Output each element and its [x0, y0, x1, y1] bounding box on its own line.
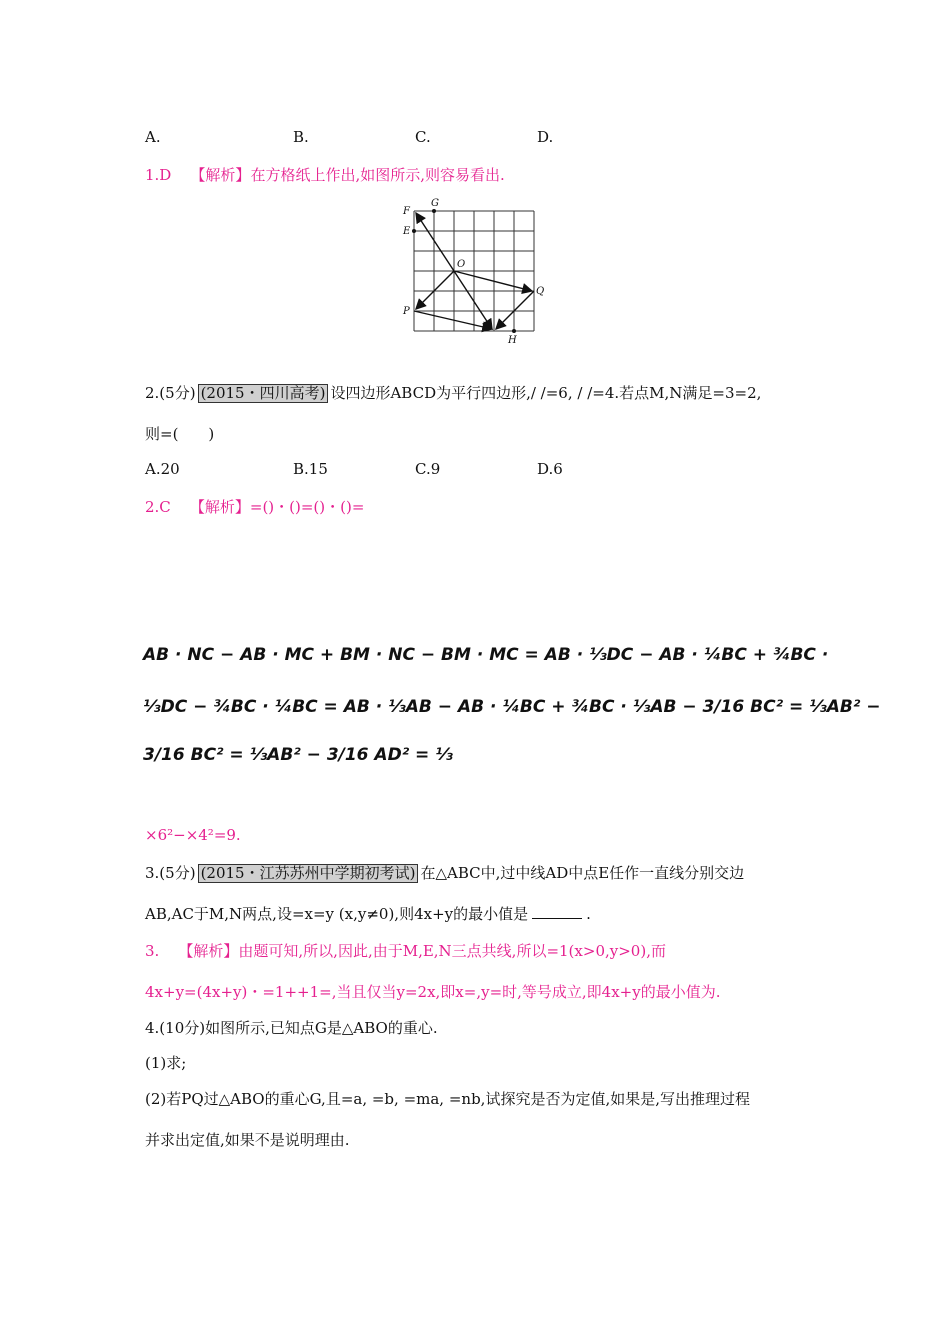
option-b: B.: [293, 128, 309, 146]
q3-text: 在△ABC中,过中线AD中点E任作一直线分别交边: [420, 864, 745, 882]
q1-analysis-text: 在方格纸上作出,如图所示,则容易看出.: [250, 166, 505, 184]
q3-answer: 3.: [145, 942, 160, 960]
q2-option-c: C.9: [415, 460, 441, 478]
q2-text: 设四边形ABCD为平行四边形,/ /=6, / /=4.若点M,N满足=3=2,: [330, 384, 762, 402]
q4-part-2: (2)若PQ过△ABO的重心G,且=a, =b, =ma, =nb,试探究是否为定值,如果是,写出推理过程: [145, 1090, 750, 1108]
label-o: O: [457, 259, 466, 270]
q3-analysis-label: 【解析】: [178, 942, 239, 960]
q3-stem: [145, 862, 744, 883]
q3-source-tag: (2015・江苏苏州中学期初考试): [198, 864, 419, 883]
vector-grid-figure: [398, 196, 558, 346]
label-p: P: [403, 306, 410, 317]
q2-answer: 2.C: [145, 498, 171, 516]
vector-ph: [414, 311, 492, 329]
q4-part-1: (1)求;: [145, 1054, 187, 1072]
q2-option-b: B.15: [293, 460, 328, 478]
options-row-1: [145, 128, 645, 148]
option-c: C.: [415, 128, 431, 146]
point-h: [512, 329, 516, 333]
q3-text-2-end: .: [586, 905, 591, 923]
label-q: Q: [536, 286, 545, 297]
point-e: [412, 229, 416, 233]
q3-analysis-text: 由题可知,所以,因此,由于M,E,N三点共线,所以=1(x>0,y>0),而: [238, 942, 666, 960]
q2-option-a: A.20: [145, 460, 180, 478]
q2-stem: [145, 382, 761, 403]
label-h: H: [508, 335, 517, 346]
option-a: A.: [145, 128, 161, 146]
math-line-2: ⅓DC − ¾BC · ¼BC = AB · ⅓AB − AB · ¼BC + ¾BC · ⅓AB − 3/16 BC² = ⅓AB² −: [143, 697, 881, 717]
q1-analysis: [145, 164, 505, 185]
q3-text-2: AB,AC于M,N两点,设=x=y (x,y≠0),则4x+y的最小值是: [145, 905, 529, 923]
q3-number: 3.(5分): [145, 864, 196, 882]
q4-stem: [145, 1017, 438, 1038]
q3-analysis: [145, 940, 666, 961]
q2-analysis-text: =()・()=()・()=: [249, 498, 365, 516]
label-e: E: [403, 226, 411, 237]
q3-stem-2: [145, 903, 591, 924]
label-f: F: [403, 206, 410, 217]
q3-answer-blank[interactable]: [532, 906, 582, 919]
label-g: G: [431, 198, 439, 209]
option-d: D.: [537, 128, 554, 146]
q2-number: 2.(5分): [145, 384, 196, 402]
grid-lines: [414, 211, 534, 331]
q2-option-d: D.6: [537, 460, 563, 478]
q1-answer: 1.D: [145, 166, 172, 184]
q4-number: 4.(10分): [145, 1019, 206, 1037]
q2-source-tag: (2015・四川高考): [198, 384, 329, 403]
q2-analysis-label: 【解析】: [189, 498, 250, 516]
q2-analysis: [145, 496, 364, 517]
q4-part-2b: 并求出定值,如果不是说明理由.: [145, 1131, 350, 1149]
math-line-1: AB · NC − AB · MC + BM · NC − BM · MC = AB · ⅓DC − AB · ¼BC + ¾BC ·: [143, 645, 829, 665]
q4-text: 如图所示,已知点G是△ABO的重心.: [205, 1019, 438, 1037]
q1-analysis-label: 【解析】: [190, 166, 251, 184]
math-line-3: 3/16 BC² = ⅓AB² − 3/16 AD² = ⅓: [143, 745, 453, 765]
q2-result: ×6²−×4²=9.: [145, 826, 241, 844]
q3-analysis-2: 4x+y=(4x+y)・=1++1=,当且仅当y=2x,即x=,y=时,等号成立,即4x+y的最小值为.: [145, 983, 721, 1001]
q2-stem-2: 则=( ): [145, 425, 215, 443]
point-g: [432, 209, 436, 213]
vector-of: [416, 213, 454, 271]
q2-options: [145, 460, 645, 480]
vector-op: [416, 271, 454, 309]
vector-qh: [496, 291, 534, 329]
